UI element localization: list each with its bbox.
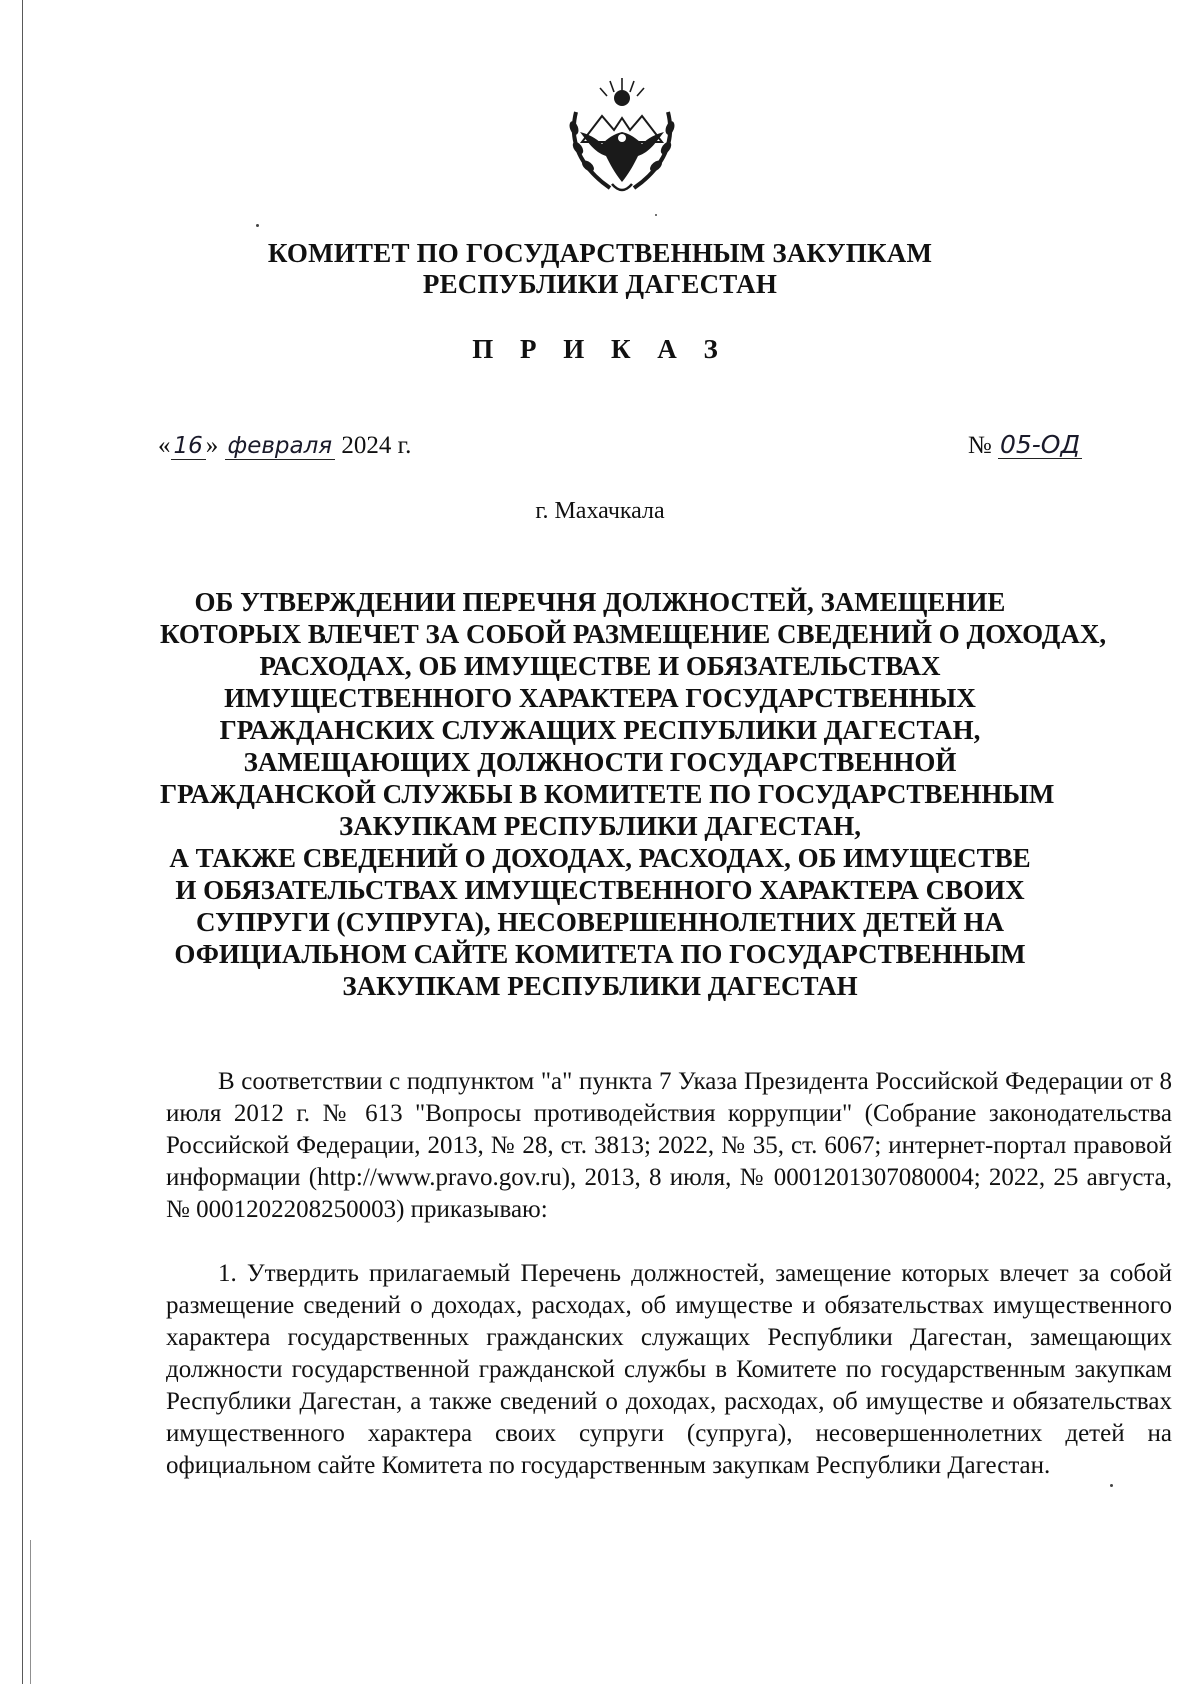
order-title-line: ГРАЖДАНСКИХ СЛУЖАЩИХ РЕСПУБЛИКИ ДАГЕСТАН, [219,715,981,745]
document-type: П Р И К А З [472,334,728,364]
order-title-line: А ТАКЖЕ СВЕДЕНИЙ О ДОХОДАХ, РАСХОДАХ, ОБ ИМУЩЕСТВЕ [169,843,1031,873]
number-value-handwritten: 05-ОД [999,430,1080,459]
scan-speck [1110,1484,1113,1487]
scan-speck [655,214,657,216]
organization-name-line: КОМИТЕТ ПО ГОСУДАРСТВЕННЫМ ЗАКУПКАМ [267,238,933,268]
order-title-line: ИМУЩЕСТВЕННОГО ХАРАКТЕРА ГОСУДАРСТВЕННЫХ [224,683,976,713]
date-open-quote: « [158,432,171,459]
order-title-line: ОБ УТВЕРЖДЕНИИ ПЕРЕЧНЯ ДОЛЖНОСТЕЙ, ЗАМЕЩЕНИЕ [194,587,1006,617]
order-title-line: КОТОРЫХ ВЛЕЧЕТ ЗА СОБОЙ РАЗМЕЩЕНИЕ СВЕДЕНИЙ О ДОХОДАХ, [160,619,1107,649]
order-title-line: ГРАЖДАНСКОЙ СЛУЖБЫ В КОМИТЕТЕ ПО ГОСУДАРСТВЕННЫМ [160,779,1055,809]
date-year: 2024 г. [341,432,412,459]
organization-name-line: РЕСПУБЛИКИ ДАГЕСТАН [422,269,778,299]
order-title-line: ЗАКУПКАМ РЕСПУБЛИКИ ДАГЕСТАН [342,971,858,1001]
city: г. Махачкала [535,498,665,524]
order-title-line: И ОБЯЗАТЕЛЬСТВАХ ИМУЩЕСТВЕННОГО ХАРАКТЕРА СВОИХ [175,875,1025,905]
order-title-line: ЗАМЕЩАЮЩИХ ДОЛЖНОСТИ ГОСУДАРСТВЕННОЙ [243,747,957,777]
order-number [968,432,1082,460]
date-day-handwritten: 16 [171,433,206,460]
scan-edge-line [30,1540,31,1684]
preamble-paragraph: В соответствии с подпунктом "а" пункта 7 Указа Президента Российской Федерации от 8 июля 2012 г. № 613 "Вопросы противодействия коррупции" (Собрание законодательства Российской Федерации, 2013, № 28, ст. 3813; 2022, № 35, ст. 6067; интернет-портал правовой информации (http://www.pravo.gov.ru), 2013, 8 июля, № 0001201307080004; 2022, 25 августа, № 0001202208250003) приказываю: [166,1068,1172,1223]
order-title-line: СУПРУГИ (СУПРУГА), НЕСОВЕРШЕННОЛЕТНИХ ДЕТЕЙ НА [196,907,1004,937]
order-date [158,432,411,460]
order-item-1-paragraph: 1. Утвердить прилагаемый Перечень должностей, замещение которых влечет за собой размещение сведений о доходах, расходах, об имуществе и обязательствах имущественного характера государственных гражданских служащих Республики Дагестан, замещающих должности государственной гражданской службы в Комитете по государственным закупкам Республики Дагестан, а также сведений о доходах, расходах, об имуществе и обязательствах имущественного характера своих супруги (супруга), несовершеннолетних детей на официальном сайте Комитета по государственным закупкам Республики Дагестан. [166,1260,1172,1479]
order-title-line: ОФИЦИАЛЬНОМ САЙТЕ КОМИТЕТА ПО ГОСУДАРСТВЕННЫМ [174,939,1026,969]
organization-name [0,238,1200,300]
date-close-quote: » [205,432,219,459]
number-prefix: № [967,432,992,459]
order-title-line: ЗАКУПКАМ РЕСПУБЛИКИ ДАГЕСТАН, [338,811,862,841]
order-title [160,586,1107,1002]
date-month-handwritten: февраля [225,433,336,460]
order-title-line: РАСХОДАХ, ОБ ИМУЩЕСТВЕ И ОБЯЗАТЕЛЬСТВАХ [259,651,941,681]
scan-speck [256,224,259,227]
dagestan-coat-of-arms-icon [562,72,682,200]
